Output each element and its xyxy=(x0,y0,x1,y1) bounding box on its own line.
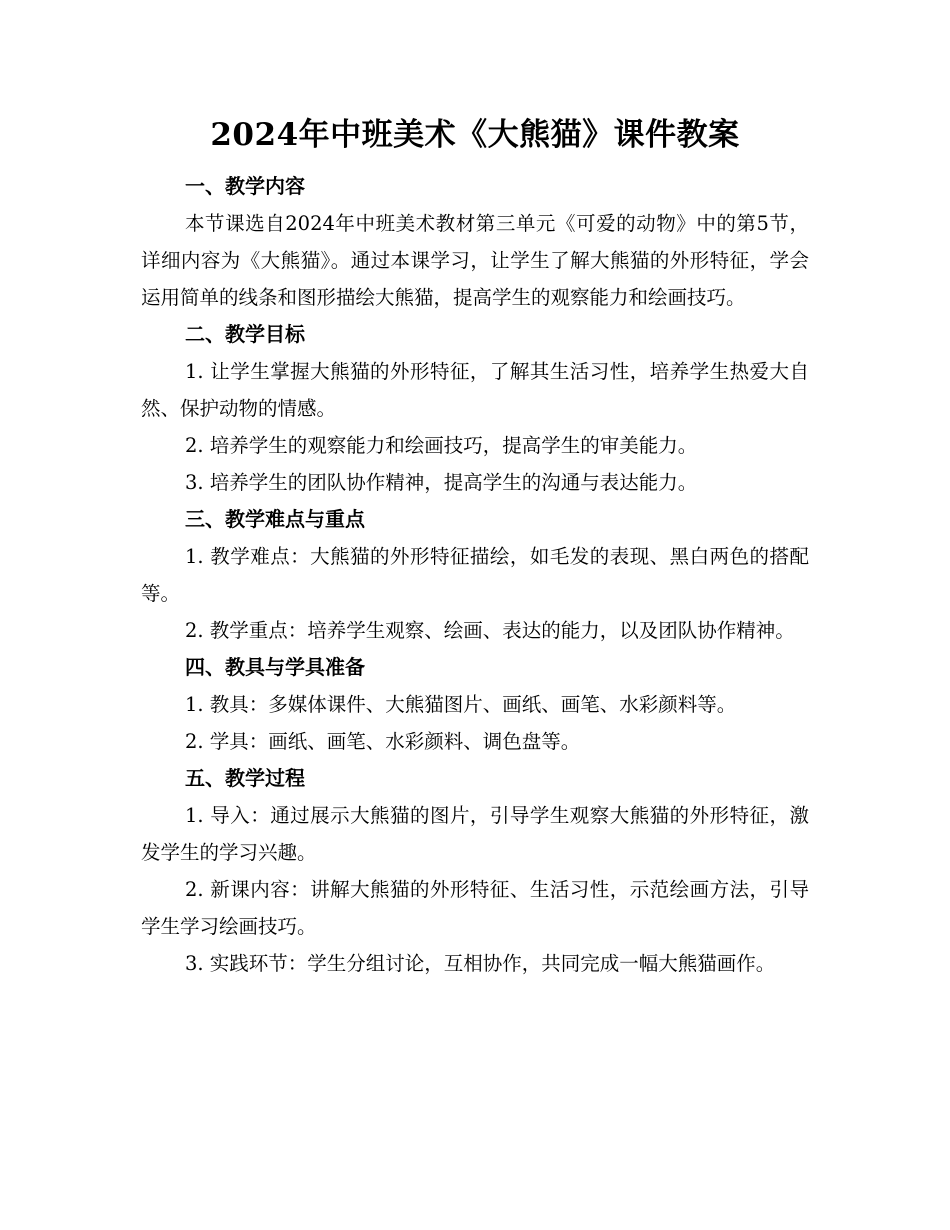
document-title: 2024年中班美术《大熊猫》课件教案 xyxy=(210,117,740,153)
paragraph: 1. 教学难点：大熊猫的外形特征描绘，如毛发的表现、黑白两色的搭配等。 xyxy=(141,545,809,605)
paragraph: 1. 教具：多媒体课件、大熊猫图片、画纸、画笔、水彩颜料等。 xyxy=(185,693,737,716)
section-teaching-process xyxy=(141,760,809,982)
paragraph: 2. 学具：画纸、画笔、水彩颜料、调色盘等。 xyxy=(185,730,581,753)
section-heading: 一、教学内容 xyxy=(185,174,305,198)
section-heading: 三、教学难点与重点 xyxy=(185,507,365,531)
section-teaching-aids xyxy=(141,649,809,760)
section-teaching-content xyxy=(141,168,809,316)
section-heading: 四、教具与学具准备 xyxy=(185,655,365,679)
paragraph: 本节课选自2024年中班美术教材第三单元《可爱的动物》中的第5节，详细内容为《大熊猫》。通过本课学习，让学生了解大熊猫的外形特征，学会运用简单的线条和图形描绘大熊猫，提高学生的观察能力和绘画技巧。 xyxy=(141,212,809,309)
paragraph: 2. 教学重点：培养学生观察、绘画、表达的能力，以及团队协作精神。 xyxy=(185,619,795,642)
section-difficulties-key-points xyxy=(141,501,809,649)
paragraph: 3. 实践环节：学生分组讨论，互相协作，共同完成一幅大熊猫画作。 xyxy=(185,952,776,975)
document-page xyxy=(141,112,809,982)
section-heading: 二、教学目标 xyxy=(185,322,305,346)
paragraph: 3. 培养学生的团队协作精神，提高学生的沟通与表达能力。 xyxy=(185,471,698,494)
paragraph: 1. 让学生掌握大熊猫的外形特征，了解其生活习性，培养学生热爱大自然、保护动物的情感。 xyxy=(141,360,809,420)
section-heading: 五、教学过程 xyxy=(185,766,305,790)
section-teaching-goals xyxy=(141,316,809,501)
paragraph: 2. 新课内容：讲解大熊猫的外形特征、生活习性，示范绘画方法，引导学生学习绘画技巧。 xyxy=(141,878,809,938)
paragraph: 1. 导入：通过展示大熊猫的图片，引导学生观察大熊猫的外形特征，激发学生的学习兴趣。 xyxy=(141,804,809,864)
paragraph: 2. 培养学生的观察能力和绘画技巧，提高学生的审美能力。 xyxy=(185,434,698,457)
